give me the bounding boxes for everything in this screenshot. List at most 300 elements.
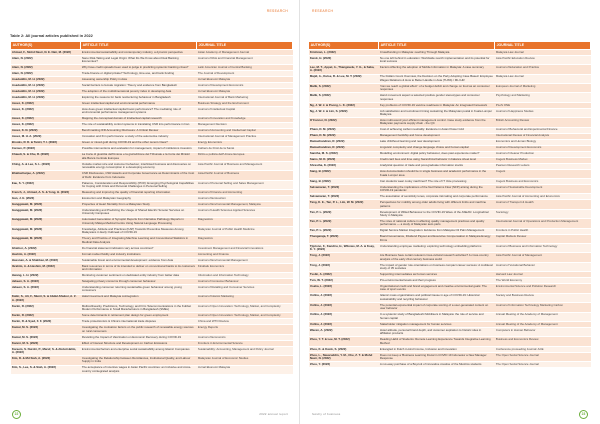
author-cell: Jabeen, S. A. (2022) [11,279,81,285]
journal-title-cell: Frontiers in Environmental Science [197,340,293,346]
article-title-cell: Automated Generation of Synoptic Reports from Narrative Pathology Reports in University Malaya Medical Centre Using Natural Language Processing [81,217,197,226]
article-title-cell: Organizational credit and brand engagement and creative environmental goals: The case of sport events [379,284,495,293]
journal-title-cell: Journal of Sustainable Development [495,185,591,194]
journal-title-cell: Journal of Environmental Management [197,257,293,263]
author-cell: Ghafoor, A. (2022) [11,245,81,251]
article-title-cell: Modelling environment: digital policy behaviour, does past experience matter? [379,151,495,157]
journal-title-cell: Journal of Innovation and Knowledge [197,116,293,122]
journal-title-cell: Jurnal Ekonomi Malaysia [197,77,293,83]
journal-title-cell: Sustainability: Accounting, Management and Policy Journal [197,346,293,355]
journal-title-cell: Asia Pacific Journal of Accounting and Economics [495,194,591,200]
article-title-cell: Understanding and Predicting the Usage of Shared Electric Scooter Services on University Campuses [81,208,197,217]
article-title-cell: 'Can we reach a global effect': of a budget deficit and change on food as an consumer responses [379,84,495,93]
journal-title-cell: Asia-Pacific Journal of Business [197,171,293,180]
author-cell: Bhattacharjee, A. (2022) [11,171,81,180]
author-cell: Ganggawati, M. (2022) [11,202,81,208]
journal-title-cell: Sociology [495,209,591,218]
author-cell: Ramachandran, R. (2022) [309,145,379,151]
journal-title-cell: Asia Pacific Education Review [495,55,591,64]
author-cell: Thangaraja, T. (2022) [309,234,379,243]
column-header-journal: JOURNAL TITLE [197,42,293,50]
journal-title-cell: Annual Meeting of the Academy of Management [495,312,591,321]
article-title-cell: Patience, Consideration and Responsibility (PCR): Emerging Psychological Capabilities for Coping with Crisis and Personal Challenges in Personal Selling [81,180,197,189]
author-cell: Krishnan, L. (2022) [309,49,379,55]
author-cell: Zhou, Y. (2022) [309,362,379,368]
journal-title-cell: Journal of Accounting and Intellectual Capital [197,128,293,134]
journal-title-cell: Journal of Retailing and Consumer Services [197,285,293,294]
article-title-cell: Trade-finance or digital private? Technology, time-use, and bank funding [81,71,197,77]
author-cell: Azeez, K. (2022) [11,122,81,128]
table-row [11,162,293,171]
table-row [309,362,591,368]
article-title-cell: Theory and Practice of Integrating Machine Learning and Conventional Statistics in Medical Data Analysis [81,236,197,245]
journal-title-cell: Cogent [495,169,591,178]
article-title-cell: Exploring the reasons for bank restructuring behaviour in Bangladesh [81,95,197,101]
author-cell: Ushha, J. (2022) [309,303,379,312]
article-title-cell: Navigating privacy concerns through consumer behaviour [81,279,197,285]
journal-title-cell: Diritto e politica dell'Unione Europea [197,152,293,161]
journal-title-cell: Asia Pacific Journal of Business and Management [197,162,293,171]
author-cell: Azeez, M. H. A. (2022) [11,134,81,140]
journal-title-cell: The Journal of Development [197,71,293,77]
author-cell: Karim, R. & Syed, F. F. (2022) [11,319,81,325]
article-title-cell: La Corte di giustizia dell'Unione e la giurisdizione del Tribunale e la Corte dei Ministri alla Banca Centrale Europea [81,152,197,161]
article-title-cell: Understanding the implications of the Net Patterns Flow (NFP) arising during the COVID-19 pandemic [379,185,495,194]
column-header-title: ARTICLE TITLE [379,42,495,50]
author-cell: Shrestha, K. (2022) [309,163,379,169]
article-title-cell: Mapping the conceptual domain of intellectual capital research [81,116,197,122]
column-header-title: ARTICLE TITLE [81,42,197,50]
journal-title-cell: Business Strategy and the Environment [197,101,293,107]
article-title-cell: Hand movement aspect a selected positive gender stereotypes and consumer responses [379,93,495,102]
article-title-cell: Board Governance, Dividend Payout and Executive Compensation in Malaysia Energy Firms [379,234,495,243]
table-row [309,185,591,194]
article-title-cell: Key problems of COVID-19 vaccine readiness in Malaysia: An integrated framework [379,102,495,108]
journal-title-cell: PLoS ONE [495,102,591,108]
author-cell: Eau, S. Y. (2022) [11,180,81,189]
article-title-cell: Formal market fluidity and industry institutions [81,251,197,257]
journal-title-cell: China and WTO Review [197,319,293,325]
article-title-cell: Green or mixed gold during COVID-19 and the other recent crises? [81,140,197,146]
publications-table [10,41,293,375]
table-row [11,236,293,245]
column-header-journal: JOURNAL TITLE [495,42,591,50]
author-cell: Lee, M. T., Appel, A., Thangavelu, Y. G., & Saba, A. (2022) [309,65,379,74]
author-cell: Kim, D. & Md Siah, A. (2022) [11,356,81,365]
table-row [309,65,591,74]
journal-title-cell: Computers in Human Behavior [495,327,591,336]
journal-title-cell: Accounting and Finance [197,251,293,257]
journal-title-cell: Journal of Intellectual Capital [197,107,293,116]
journal-title-cell: Journal of Open Innovation: Technology, Market, and Complexity [197,304,293,313]
article-title-cell: Halal investment and Malaysia cointegration [81,294,197,303]
table-row [11,263,293,272]
article-title-cell: Benchmarking IFR Accounting Disclosure: A Critical Review [81,128,197,134]
article-title-cell: Outside market size and customer behaviour, interlinked business and discoveries on renewable energy consumption in a developing economy [81,162,197,171]
author-cell: Ching, A. & Lee, S. L. (2022) [11,162,81,171]
table-row [309,200,591,209]
table-row [309,312,591,321]
table-row [309,55,591,64]
article-title-cell: The role of sustainability control systems in translating CSR into performance in Iran [81,122,197,128]
article-title-cell: Some determinants in retirement plan design for green employment [81,313,197,319]
journal-title-cell: Journal of Development Economics [495,145,591,151]
table-body [309,49,591,367]
article-title-cell: How multi-sound your efficient management control. Case study evidence from the Malaysian payments supply chain - the QC [379,118,495,127]
article-title-cell: Stakeholder mitigation management for human services [379,321,495,327]
article-title-cell: Environmental factors and enterprise social sustainability among Islamic Companies [81,346,197,355]
column-header-author: AUTHOR(S) [11,42,81,50]
article-title-cell: The adoption of the multidimensional poverty index in developing Asia [81,89,197,95]
journal-title-cell: Malaysian Journal of Economic Studies [197,356,293,365]
article-title-cell: The impact of gender role orientations on business compact career success: A multilevel study of 35 societies [379,262,493,271]
article-title-cell: Social barriers to female migration: Theory and evidence from Bangladesh [81,83,197,89]
author-cell: Tang, K. E., Tan, P. L., Lim, W. M. (2022) [309,200,379,209]
author-cell: Ng, J. W. J. & Lim, S. (2022) [309,108,379,117]
article-title-cell: Green intellectual capital and environmental performance [81,101,197,107]
table-row [11,304,293,313]
article-title-cell: No one left behind in education: Worldwide rearch implementation and its potential for local success [379,55,495,64]
author-cell: Ganggawati, M. (2022) [11,217,81,226]
journal-title-cell: Capital Markets Review [495,234,591,243]
author-cell: Brooks, R. D. & Tantri, T. I. (2022) [11,140,81,146]
author-cell: Sang, B. (2022) [309,169,379,178]
journal-title-cell: Management Decision [197,122,293,128]
article-title-cell: Can students wear cooky machines? The role of IT Vote processing [379,179,495,185]
journal-title-cell: Journal of Ecotourism [197,196,293,202]
author-cell: O'Connor, N. (2022) [309,118,379,127]
article-title-cell: The acceptance of incentive wages in Asian Pacific countries: an Inclusive and cross-country cointegrated analysis [81,365,197,374]
author-cell: Ramachandran, R. (2022) [309,139,379,145]
article-title-cell: Effect of Interest Structure and Development on Carbon Emissions [81,340,197,346]
author-cell: Chaudi, S. & Chu, R. (2022) [11,152,81,161]
journal-title-cell: The World Economy [495,278,591,284]
author-cell: Ahmad, F., Mohd Nasir, N. E. Nair, M. (2022) [11,49,81,55]
article-title-cell: How does green intellectual capital boost performance? The mediating role of environmental performance management systems [81,107,197,116]
journal-title-cell: Cogent Business Market [495,157,591,163]
article-title-cell: Lake childhood learning and new development [379,139,495,145]
author-cell: Tsolin, A. (2022) [309,272,379,278]
article-title-cell: Measuring and improving the quality of financial reporting information [81,190,197,196]
article-title-cell: Perspectives for mobility among older adults living with different limbs and machine patterns [379,200,495,209]
table-row [11,356,293,365]
author-cell: Tsin, W. T. (2022) [309,278,379,284]
author-cell: Ushha, J. (2022) [309,321,379,327]
table-row [309,253,591,262]
journal-title-cell: Journal of Transport & Health [495,200,591,209]
author-cell: Ibrahim, A. & Hashim, M. (2022) [11,263,81,272]
table-row [309,284,591,293]
journal-title-cell: Journal of Finance and Accounting [197,190,293,196]
table-row [11,217,293,226]
article-title-cell: Sustainable forest and environmental development: evidence from Asia [81,257,197,263]
author-cell: Malik, S. (2022) [309,84,379,93]
article-title-cell: Investigating the Relationship between Remittances, Institutional Quality, and Labour Supply in India [81,356,197,365]
footer-report-label: 2022 annual report [259,412,288,416]
article-title-cell: Bank resources in terms of its intended to deliver on conventional banks to its customers and information [81,263,196,272]
journal-title-cell: Environmental Science and Pollution Research [495,284,591,293]
table-row [11,107,293,116]
article-title-cell: Reading Habit of Students: Remote Learning Experience Towards Integrative Learning Method [379,337,495,346]
article-title-cell: Revisiting the Impact of Vaccination on Economic Recovery during COVID-19 [81,334,197,340]
journal-title-cell: The Open Social Science Journal [495,362,591,368]
journal-title-cell: Journal of Economics [197,334,293,340]
author-cell: Tong, J. (2022) [309,262,379,271]
running-head: RESEARCH [266,9,288,13]
column-header-author: AUTHOR(S) [309,42,379,50]
article-title-cell: Are Business have certain relevant cross-cultural research activities? A cross-country analysis of the early 21st century business world [379,253,495,262]
table-row [309,118,591,127]
table-row [309,352,591,361]
journal-title-cell: Psychology and Marketing [495,93,591,102]
article-title-cell: CSR Disclosures, CSR Awards and Corporate Governance as Determinants of the Cost of Debt: Evidence from Indonesia [81,171,197,180]
article-title-cell: Pro-environmental levels and their progress [379,278,495,284]
journal-title-cell: Journal of Information Technology Marketing Carbon [495,303,591,312]
journal-title-cell: Journal of Risk and Financial Management [197,55,293,64]
author-cell: Karim, R. (2022) [11,304,81,313]
article-title-cell: Digital Service Market Integration: Evidence from Malaysia Oil Palm Management [379,228,495,234]
author-cell: Selvamaran, T. (2022) [309,185,379,194]
author-cell: Pham, D. M. (2022) [309,133,379,139]
author-cell: Ganggawati, M. (2022) [11,208,81,217]
journal-title-cell: Asia Pacific Journal of Management [495,253,591,262]
footer-faculty-label: faculty of business [312,412,341,416]
journal-title-cell: Economics and Human Biology [495,139,591,145]
journal-title-cell: Harvard Law Journal [495,272,591,278]
journal-title-cell: International Journal of Management Practice [197,134,293,140]
journal-title-cell: Journal of Education and Practice [495,65,591,74]
table-row [11,208,293,217]
journal-title-cell: Journal of Vocational Behavior [495,262,591,271]
article-title-cell: The roles of national culture in affecting quality management practices and quality performance — a study of Malaysian auto parts [379,219,495,228]
author-cell: Kamal, M. S. (2022) [11,334,81,340]
journal-title-cell: Investment Management and Financial Innovations [197,245,293,251]
author-cell: Caroux, P. (2022) [11,146,81,152]
journal-title-cell: Latin American Journal of Central Banking [197,65,293,71]
article-title-cell: Supporting intermediates as human services [379,272,495,278]
article-title-cell: Entangled in Dutch in-kind Income, Inclusion and Innovation [379,346,495,352]
journal-title-cell: British Accounting Review [495,118,591,127]
article-title-cell: Ecotourism and Malaysian Geography [81,196,197,202]
author-cell: Asaduddin, M. H. (2022) [11,77,81,83]
table-row [309,303,591,312]
article-title-cell: Does not keep a 'Business Learning Fiscal in COVID 19 Indonesia' a New Manager Response [379,352,495,361]
journal-title-cell: Diagnostics [197,236,293,245]
author-cell: Tan, P. L. (2022) [309,228,379,234]
table-body [11,49,293,374]
table-title: Table 2: All journal articles published in 2022 [10,33,93,38]
article-title-cell: Monitoring customer sentiment on dedicated entity industry from twitter data [81,273,197,279]
journal-title-cell: Journal of Consumer Behaviour [197,279,293,285]
journal-title-cell: Journal of Cleaner Production [495,151,591,157]
author-cell: Karim, R. (2022) [11,313,81,319]
journal-title-cell: Journal of Personal Selling and Sales Management [197,180,293,189]
table-row [309,327,591,336]
article-title-cell: Multicollinearity, Predictions, Technology, and Firm Telecommunications in the Kubbet Modern Performance in Small Manufacturers in Bangladesh (SMEs) [81,304,197,313]
author-cell: Tjiptono, F., Kandiru, H., Wibowo, M. A. & Koay, K. Y. (2022) [309,244,379,253]
journal-title-cell: Journal of Development Economics [197,83,293,89]
journal-title-cell: Diagnostics [197,217,293,226]
article-title-cell: The potential exponential impact of corporate scoring of a user-generated content on user behavior [379,303,495,312]
page-number: 23 [579,410,588,419]
author-cell: Majid, A., Kuloe, R. & Lee, M. T. (2022) [309,74,379,83]
article-title-cell: The association of sensitivity tones, corporate risk taking and corporate performance [379,194,495,200]
journal-title-cell: Kinabalu Economics [197,263,293,272]
table-row [309,293,591,302]
journal-title-cell: Pearson Research Letters [495,163,591,169]
author-cell: Zhou, K. & Kwok, S. (2022) [309,346,379,352]
author-cell: Asaduddin, M. H. (2022) [11,89,81,95]
author-cell: Azeez, K. (2022) [11,116,81,122]
author-cell: Alam, N. (2022) [11,71,81,77]
article-title-cell: Islamic mass organizations and political Cause in age of COVID-19: Historical sustainability and recycling behaviour [379,293,495,302]
article-title-cell: Understanding employee marketing: exploring technology embedding platforms [379,244,495,253]
author-cell: Wazen, A. (2022) [309,327,379,336]
article-title-cell: How documentation should be in single business and academic performance in the Kuala Lumpur area [379,169,495,178]
table-row [11,180,293,189]
author-cell: Jabeen, S. A. (2022) [11,285,81,294]
article-title-cell: The Dollars Count Overview, the Decision on the Party Adopting Case Based: Employee Wages Relations & How to Better Handle in Asia (THSS) / MLI HR [379,74,493,82]
author-cell: Asaduddin, M. H. (2022) [11,83,81,89]
author-cell: French, J., Ahmad, A. S. & Yong, H. (2022) [11,190,81,196]
author-cell: Samiha, M. S. (2022) [309,151,379,157]
journal-title-cell: International Journal of Bank Marketing [197,95,293,101]
journal-title-cell: Malaysia Law Journal [495,74,591,83]
journal-title-cell: Malaysia Law Journal [495,49,591,55]
journal-title-cell: Cogent Business and Economics [495,179,591,185]
journal-title-cell: European Journal of Marketing [495,84,591,93]
journal-title-cell: Annual Meeting of the Academy of Management [495,321,591,327]
table-row [309,244,591,253]
article-title-cell: Innovation and firm performance: a study of the automotive industry [81,134,197,140]
article-title-cell: Knowledge, Attitude and Practices (KAP) Towards Preventive Measures Among Malaysians in Early Outbreak of COVID-19 [81,227,197,236]
author-cell: Kanmi, M. S. (2022) [11,340,81,346]
article-title-cell: Trade protectionism & China's international trade disputes [81,319,197,325]
author-cell: Selvamaran, T. (2022) [309,194,379,200]
article-title-cell: Understanding consumer returning sustainable green behaviour among young consumers [81,285,197,294]
table-row [11,55,293,64]
article-title-cell: Environmental sustainability and contemporary industry, a dynamic perspective [81,49,197,55]
article-title-cell: Job satisfaction and recruitment timing sustaining the Malaysian postal in Kuala Lumpur Malaysia [379,108,495,117]
table-row [11,325,293,334]
table-row [309,209,591,218]
author-cell: Tan, P. L. (2022) [309,209,379,218]
author-cell: Kareem, S. Nurohi, P., Maruf, S. & Abdul-Halim, A. (2022) [11,346,81,355]
journal-title-cell: Conference proceeding Journal: ACE [495,346,591,352]
table-row [309,169,591,178]
journal-title-cell: International Journal of Operations and Production Management [495,219,591,228]
article-title-cell: In a systemic study of Bangladeshi Mobilisers in Malaysia: the role of service and human capital [379,312,495,321]
table-row [11,346,293,355]
table-row [309,234,591,243]
author-cell: Ganggawati, M. (2022) [11,227,81,236]
author-cell: Hashim, A. (2022) [11,251,81,257]
author-cell: Alam, N. (2022) [11,55,81,64]
journal-title-cell: Business and Economics Review [495,337,591,346]
author-cell: Hwang, L. H. (2022) [11,273,81,279]
journal-title-cell: Journal of Open Innovation: Technology, Market, and Complexity [197,313,293,319]
journal-title-cell: Cahiers de Droit de la Santé [197,146,293,152]
author-cell: Malik, S. (2022) [309,93,379,102]
author-cell: Kabir, S., Ali, F., Munir, S. & Abdul-Shukor, A. Z. A. (2022) [11,294,81,303]
article-title-cell: Crowdfunding in Malaysia: reaching Through Malaysia [379,49,495,55]
journal-title-cell: Journal of Behavioral and Experimental Finance [495,127,591,133]
article-title-cell: Credit card fees and time using hierarchical behavior in balance sheet level [379,157,495,163]
article-title-cell: Hotel attitude, personal brand depth, and customer aspiration to historic sites in affiliation products [379,327,495,336]
article-title-cell: A not-easy purchase of a Boycott of innovative creative of the Muslims students [379,362,495,368]
author-cell: Alam, N. (2022) [11,65,81,71]
journal-title-cell: Journal of Islamic Marketing [197,294,293,303]
journal-title-cell: Malaysian Journal of Public Health Medicine [197,227,293,236]
article-title-cell: Investigating the motivation factors on the public research of renewable energy sources on rural consumers [81,325,197,334]
author-cell: Zhou, L., Nasaruddin, Y. M., Che, Z. T. & Mohd Nasir, N. (2022) [309,352,379,361]
author-cell: Ng, J. W. J. & Poong, L. K. (2022) [309,102,379,108]
table-row [309,262,591,271]
journal-title-cell: Frontiers in Public Health [495,228,591,234]
article-title-cell: Assessing ownership Policy in Asia [81,77,197,83]
author-cell: Usaha, L. (2022) [309,284,379,293]
author-cell: Sams, M. D. (2022) [309,157,379,163]
author-cell: Pham, D. M. (2022) [309,127,379,133]
table-header-row [309,42,591,50]
table-row [309,93,591,102]
journal-title-cell: Journal of Environmental Management, Malaysia [197,202,293,208]
author-cell: Kamal, M. S. (2022) [11,325,81,334]
article-title-cell: Management hardship and home development [379,133,495,139]
right-page [300,0,600,424]
table-header-row [11,42,293,50]
author-cell: Ushha, J. (2022) [309,293,379,302]
author-cell: Ushha, J. (2022) [309,312,379,321]
author-cell: Asaduddin, M. H. (2022) [11,95,81,101]
article-title-cell: Nano Risk-Taking and Legal Origin: What Do We Know about Dual Banking Economies? [81,55,197,64]
journal-title-cell: Asian Academy of Management Journal [197,49,293,55]
table-row [309,219,591,228]
page-number: 22 [12,410,21,419]
table-row [11,285,293,294]
table-row [309,108,591,117]
table-row [309,84,591,93]
journal-title-cell: Jurnal Ekonomi Malaysia [197,365,293,374]
author-cell: Tong, J. (2022) [309,253,379,262]
article-title-cell: Factors Affecting the adoption of Mobile Information in Malaysia: A case summary [379,65,495,74]
article-title-cell: Properties of Heart Mortality From a Malaysian Study [81,202,197,208]
article-title-cell: Do financial statement indicators vary across countries? [81,245,197,251]
journal-title-cell: Journal of Business and Information Technology [495,244,591,253]
author-cell: Gan, J. E. (2022) [11,196,81,202]
author-cell: Hassnan, A. & Shahbaz, M. (2022) [11,257,81,263]
article-title-cell: Development of Willed Behaviour to the COVID-19 Wave of the ASEAN: Longitudinal Study in Malaysia [379,209,495,218]
journal-title-cell: Journal of Health Sciences Applied Sciences [197,208,293,217]
author-cell: Sang, B. (2022) [309,179,379,185]
table-row [11,227,293,236]
running-head: RESEARCH [312,9,334,13]
publications-table [308,41,591,368]
article-title-cell: Analytical question of trade and post-graduate information stocks [379,163,495,169]
table-row [11,294,293,303]
author-cell: Azeez, K. (2022) [11,101,81,107]
journal-title-cell: Journal of Happiness Studies [495,108,591,117]
author-cell: Tan, P. L. (2022) [309,219,379,228]
article-title-cell: Cost of achieving carbon neutrality: Evidence in Asian Power Grid [379,127,495,133]
article-title-cell: Why have credit spreads been used to judge in predicting systemic banking crises? [81,65,197,71]
journal-title-cell: Energy Economics [197,140,293,146]
author-cell: Azeez, K. N. (2022) [11,128,81,134]
table-row [11,365,293,374]
journal-title-cell: Information and Information Technology [197,273,293,279]
journal-title-cell: The Open Social Science Journal [495,352,591,361]
journal-title-cell: Energy Reports [197,325,293,334]
